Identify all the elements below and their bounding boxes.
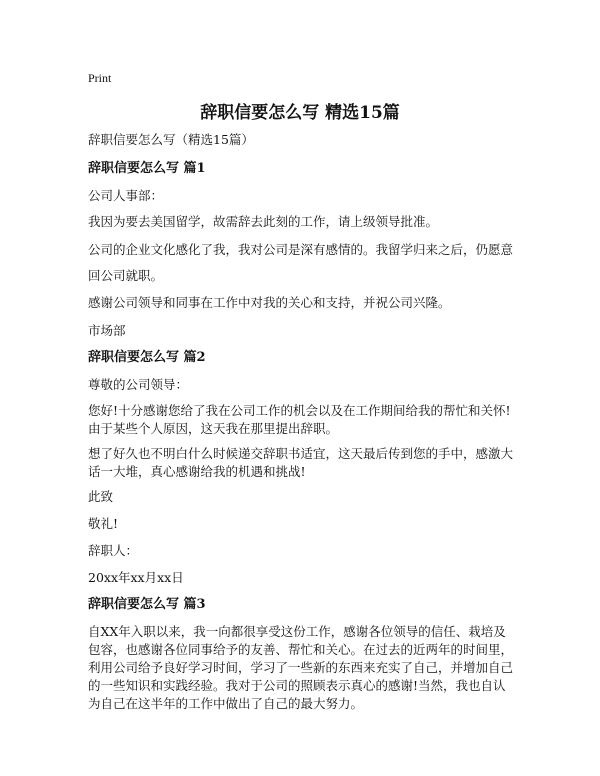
paragraph: 感谢公司领导和同事在工作中对我的关心和支持，并祝公司兴隆。 [88, 295, 451, 310]
paragraph: 尊敬的公司领导： [88, 377, 189, 392]
paragraph: 我因为要去美国留学，故需辞去此刻的工作，请上级领导批准。 [88, 214, 439, 229]
document-title: 辞职信要怎么写 精选15篇 [200, 103, 400, 123]
paragraph: 想了好久也不明白什么时候递交辞职书适宜，这天最后传到您的手中，感激大话一大堆，真心感谢给我的机遇和挑战! [88, 446, 514, 479]
paragraph: 敬礼! [88, 516, 119, 531]
paragraph: 市场部 [88, 323, 126, 338]
paragraph: 您好!十分感谢您给了我在公司工作的机会以及在工作期间给我的帮忙和关怀!由于某些个人原因，这天我在那里提出辞职。 [88, 403, 511, 436]
paragraph: 公司的企业文化感化了我，我对公司是深有感情的。我留学归来之后，仍愿意 [88, 242, 514, 257]
paragraph: 此致 [88, 489, 114, 504]
paragraph: 辞职人： [88, 543, 139, 558]
print-label: Print [88, 71, 112, 85]
date-line: 20xx年xx月xx日 [88, 570, 184, 585]
paragraph: 自XX年入职以来，我一向都很享受这份工作，感谢各位领导的信任、栽培及包容，也感谢各位同事给予的友善、帮忙和关心。在过去的近两年的时间里，利用公司给予良好学习时间，学习了一些新的东西来充实了自己，并增加自己的一些知识和实践经验。我对于公司的照顾表示真心的感谢!当然，我也自认为自己在这半年的工作中做出了自己的最大努力。 [88, 624, 514, 711]
paragraph: 公司人事部： [88, 188, 164, 203]
paragraph: 回公司就职。 [88, 268, 164, 283]
document-subtitle: 辞职信要怎么写（精选15篇） [88, 132, 254, 147]
section-heading-1: 辞职信要怎么写 篇1 [88, 161, 206, 176]
section-heading-3: 辞职信要怎么写 篇3 [88, 597, 206, 612]
section-heading-2: 辞职信要怎么写 篇2 [88, 350, 206, 365]
